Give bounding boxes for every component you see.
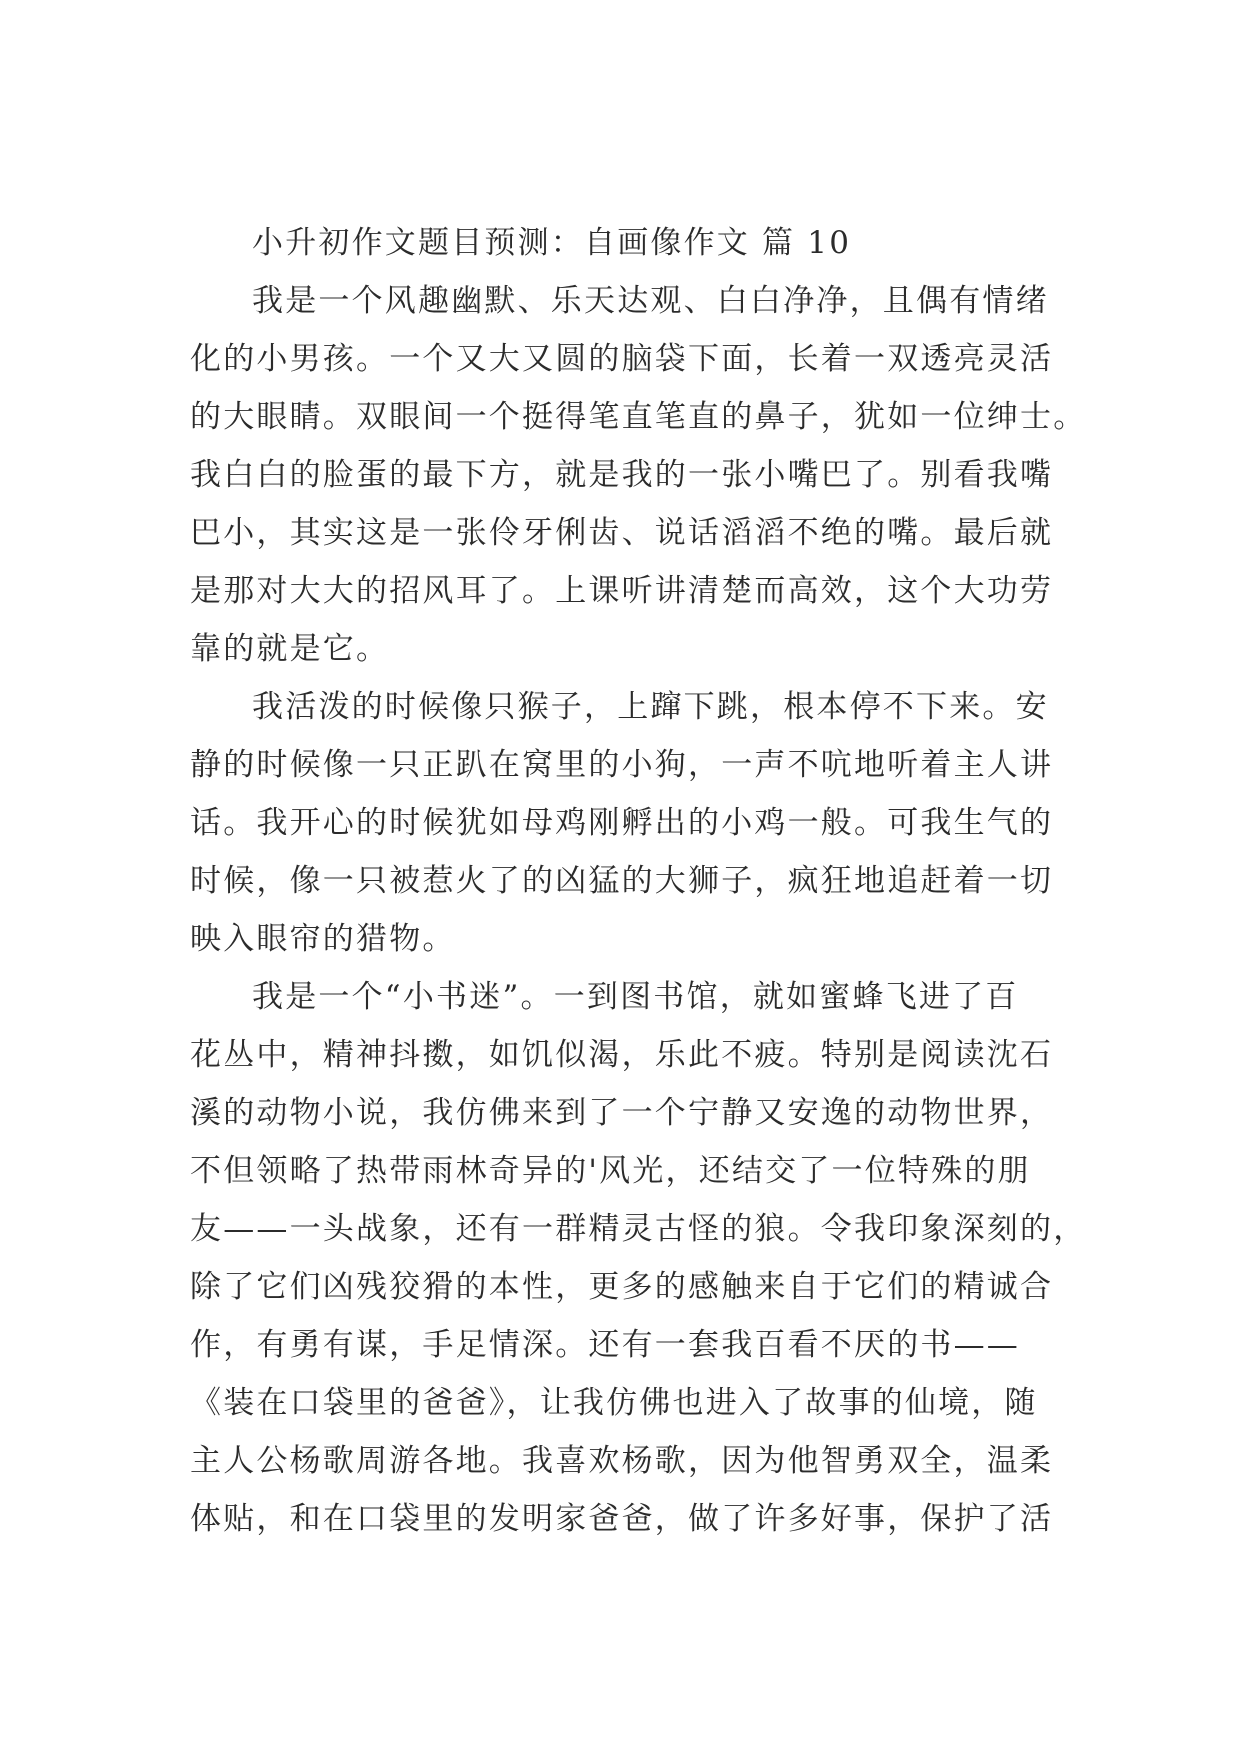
paragraph-2-line-5: 映入眼帘的猎物。 [190,921,456,957]
paragraph-1-line-3: 的大眼睛。双眼间一个挺得笔直笔直的鼻子，犹如一位绅士。 [190,399,1087,435]
paragraph-3-line-1: 我是一个“小书迷”。一到图书馆，就如蜜蜂飞进了百 [252,979,1019,1015]
paragraph-1-line-5: 巴小，其实这是一张伶牙俐齿、说话滔滔不绝的嘴。最后就 [190,515,1054,551]
paragraph-1-line-7: 靠的就是它。 [190,631,390,667]
paragraph-1-line-1: 我是一个风趣幽默、乐天达观、白白净净，且偶有情绪 [252,283,1049,319]
paragraph-3-line-6: 除了它们凶残狡猾的本性，更多的感触来自于它们的精诚合 [190,1269,1054,1305]
paragraph-3-line-8: 《装在口袋里的爸爸》，让我仿佛也进入了故事的仙境，随 [190,1385,1038,1421]
paragraph-3-line-7: 作，有勇有谋，手足情深。还有一套我百看不厌的书—— [190,1327,1020,1363]
paragraph-2-line-2: 静的时候像一只正趴在窝里的小狗，一声不吭地听着主人讲 [190,747,1054,783]
article-body [190,214,1090,1548]
article-title: 小升初作文题目预测：自画像作文 篇 10 [252,225,852,261]
paragraph-2-line-3: 话。我开心的时候犹如母鸡刚孵出的小鸡一般。可我生气的 [190,805,1054,841]
paragraph-3-line-2: 花丛中，精神抖擞，如饥似渴，乐此不疲。特别是阅读沈石 [190,1037,1054,1073]
paragraph-2-line-1: 我活泼的时候像只猴子，上蹿下跳，根本停不下来。安 [252,689,1049,725]
paragraph-3-line-5: 友——一头战象，还有一群精灵古怪的狼。令我印象深刻的， [190,1211,1087,1247]
paragraph-1-line-6: 是那对大大的招风耳了。上课听讲清楚而高效，这个大功劳 [190,573,1054,609]
paragraph-1-line-4: 我白白的脸蛋的最下方，就是我的一张小嘴巴了。别看我嘴 [190,457,1054,493]
paragraph-3-line-10: 体贴，和在口袋里的发明家爸爸，做了许多好事，保护了活 [190,1501,1054,1537]
paragraph-3-line-4: 不但领略了热带雨林奇异的'风光，还结交了一位特殊的朋 [190,1153,1031,1189]
paragraph-3-line-3: 溪的动物小说，我仿佛来到了一个宁静又安逸的动物世界， [190,1095,1054,1131]
paragraph-1-line-2: 化的小男孩。一个又大又圆的脑袋下面，长着一双透亮灵活 [190,341,1054,377]
paragraph-2-line-4: 时候，像一只被惹火了的凶猛的大狮子，疯狂地追赶着一切 [190,863,1054,899]
paragraph-3-line-9: 主人公杨歌周游各地。我喜欢杨歌，因为他智勇双全，温柔 [190,1443,1054,1479]
